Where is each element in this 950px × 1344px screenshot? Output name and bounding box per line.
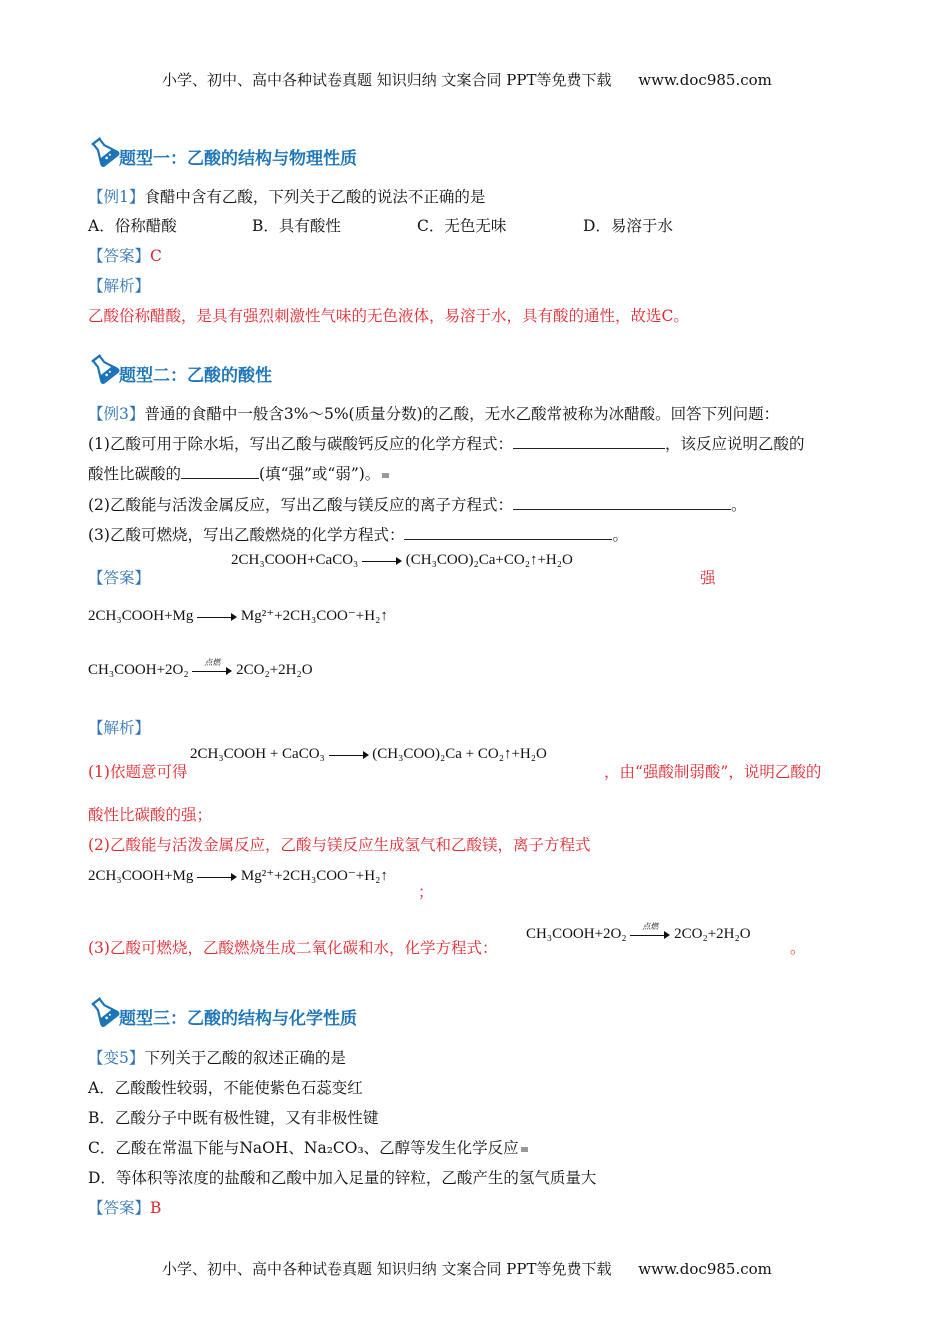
answer-blank[interactable] [404,525,612,540]
reaction-condition: 点燃 [204,657,221,667]
eq-term: H₂O [285,662,313,678]
eq-term: H₂ [364,608,381,624]
question-text: 普通的食醋中一般含3%～5%(质量分数)的乙酸，无水乙酸常被称为冰醋酸。回答下列问题： [144,405,780,423]
eq-term: CO₂ [681,926,708,942]
edit-mark [382,473,389,478]
question-text: 食醋中含有乙酸，下列关于乙酸的说法不正确的是 [144,188,486,206]
answer-strong: 强 [700,569,716,587]
question-tag: 【例3】 [88,405,145,423]
eq-term: O₂ [610,926,627,942]
eq-coeff: 2 [603,926,611,942]
footer-text: 小学、初中、高中各种试卷真题 知识归纳 文案合同 PPT等免费下载 [162,1260,612,1278]
analysis-text: 乙酸俗称醋酸，是具有强烈刺激性气味的无色液体，易溶于水，具有酸的通性，故选C。 [88,307,689,325]
eq-term: CO₂ [477,746,504,762]
eq-term: Mg [172,608,194,624]
edit-mark [521,1147,528,1152]
equation-acetic-caco3: 2CH₃COOH + CaCO₃ (CH₃COO)₂Ca + CO₂↑+H₂O [190,746,547,762]
section-title: 题型二：乙酸的酸性 [119,366,272,386]
eq-term: Mg²⁺ [240,608,275,624]
part-text: 。 [612,526,628,544]
option-d: D．等体积等浓度的盐酸和乙酸中加入足量的锌粒，乙酸产生的氢气质量大 [88,1169,597,1187]
option-c-line [88,1136,528,1158]
question-text: 下列关于乙酸的叙述正确的是 [144,1049,346,1067]
answer-blank[interactable] [513,434,665,449]
eq-coeff: 2 [282,608,291,624]
eq-coeff: 2 [716,926,724,942]
eq-coeff: 2 [88,868,96,884]
analysis-3-text: (3)乙酸可燃烧，乙酸燃烧生成二氧化碳和水，化学方程式： [88,939,498,957]
option-c: C．无色无味 [417,217,507,235]
answer-tag: 【答案】 [88,1199,151,1217]
eq-term: CaCO₃ [315,552,359,568]
part-text: (填“强”或“弱”)。 [259,465,381,483]
eq-term: CH₃COO⁻ [290,608,356,624]
eq-term: CH₃COOH [95,608,165,624]
question-2-part1 [88,432,804,454]
equation-acetic-caco3: 2CH₃COOH+CaCO₃ (CH₃COO)₂Ca+CO₂↑+H₂O [231,552,573,568]
question-1-stem [88,185,485,207]
eq-term: CH₃COOH [197,746,267,762]
eq-term: CH₃COOH [95,868,165,884]
eq-coeff: 2 [231,552,239,568]
eq-term: O₂ [172,662,189,678]
analysis-1-pre: (1)依题意可得 [88,763,188,781]
eq-coeff: 2 [674,926,682,942]
reaction-arrow [197,612,237,622]
answer-tag: 【答案】 [88,569,151,587]
eq-term: H₂O [519,746,547,762]
reaction-condition: 点燃 [642,921,659,931]
answer-blank[interactable] [181,464,259,479]
eq-coeff: 2 [236,662,244,678]
question-2-stem [88,402,779,424]
eq-term: H₂O [545,552,573,568]
part-text: (2)乙酸能与活泼金属反应，写出乙酸与镁反应的离子方程式： [88,496,513,514]
answer-line [88,244,162,266]
eq-coeff: 2 [282,868,291,884]
reaction-arrow [630,921,670,940]
option-c: C．乙酸在常温下能与NaOH、Na₂CO₃、乙醇等发生化学反应 [88,1139,519,1157]
option-a: A．乙酸酸性较弱，不能使紫色石蕊变红 [88,1079,363,1097]
part-text: (3)乙酸可燃烧，写出乙酸燃烧的化学方程式： [88,526,405,544]
analysis-tag: 【解析】 [88,277,151,295]
part-text: 酸性比碳酸的 [88,465,182,483]
eq-coeff: 2 [278,662,286,678]
analysis-2-end: ； [418,883,434,901]
footer-site: www.doc985.com [638,1260,772,1278]
eq-term: CH₃COOH [526,926,595,942]
equation-combustion: CH₃COOH+2O₂ 点燃 2CO₂+2H₂O [88,657,313,678]
question-2-part2 [88,493,746,515]
eq-term: CO₂ [243,662,270,678]
eq-term: CO₂ [503,552,530,568]
flask-icon [86,993,120,1027]
eq-coeff: 2 [88,608,96,624]
reaction-arrow [329,750,369,760]
analysis-1-post: ，由“强酸制弱酸”，说明乙酸的 [604,763,822,781]
answer-value: B [150,1199,162,1217]
reaction-arrow [192,657,232,676]
equation-acetic-mg: 2CH₃COOH+Mg Mg²⁺+2CH₃COO⁻+H₂↑ [88,608,388,624]
question-tag: 【变5】 [88,1049,145,1067]
eq-term: (CH₃COO)₂Ca [372,746,462,762]
eq-term: CH₃COOH [88,662,157,678]
reaction-arrow [362,556,402,566]
eq-term: H₂O [723,926,751,942]
answer-blank[interactable] [513,495,731,510]
question-tag: 【例1】 [88,188,145,206]
part-text: (1)乙酸可用于除水垢，写出乙酸与碳酸钙反应的化学方程式： [88,435,513,453]
equation-combustion: CH₃COOH+2O₂ 点燃 2CO₂+2H₂O [526,921,751,942]
header-text: 小学、初中、高中各种试卷真题 知识归纳 文案合同 PPT等免费下载 [162,71,612,89]
option-b: B．具有酸性 [252,217,341,235]
eq-term: CaCO₃ [282,746,325,762]
eq-term: (CH₃COO)₂Ca [405,552,496,568]
eq-term: CH₃COOH [238,552,308,568]
page-header [162,69,772,90]
eq-coeff: 2 [190,746,198,762]
answer-value: C [150,247,162,265]
page-footer [162,1258,772,1279]
analysis-1-line2: 酸性比碳酸的强； [88,806,213,824]
eq-coeff: 2 [165,662,173,678]
flask-icon [86,133,120,167]
eq-term: Mg [172,868,194,884]
eq-term: Mg²⁺ [240,868,275,884]
part-text: ，该反应说明乙酸的 [664,435,805,453]
option-a: A．俗称醋酸 [88,217,177,235]
analysis-3-end: 。 [790,939,806,957]
header-site: www.doc985.com [638,71,772,89]
question-2-part3 [88,523,628,545]
analysis-tag: 【解析】 [88,719,151,737]
question-3-stem [88,1046,346,1068]
answer-tag: 【答案】 [88,247,151,265]
option-b: B．乙酸分子中既有极性键，又有非极性键 [88,1109,379,1127]
question-2-part1-cont [88,462,389,484]
section-title: 题型三：乙酸的结构与化学性质 [119,1009,357,1029]
eq-term: H₂ [364,868,381,884]
answer-line [88,1196,161,1218]
flask-icon [86,350,120,384]
part-text: 。 [730,496,747,514]
option-d: D．易溶于水 [583,217,673,235]
analysis-2-text: (2)乙酸能与活泼金属反应，乙酸与镁反应生成氢气和乙酸镁，离子方程式 [88,836,591,854]
equation-acetic-mg: 2CH₃COOH+Mg Mg²⁺+2CH₃COO⁻+H₂↑ [88,868,388,884]
section-title: 题型一：乙酸的结构与物理性质 [119,149,357,169]
eq-term: CH₃COO⁻ [290,868,356,884]
reaction-arrow [197,872,237,882]
